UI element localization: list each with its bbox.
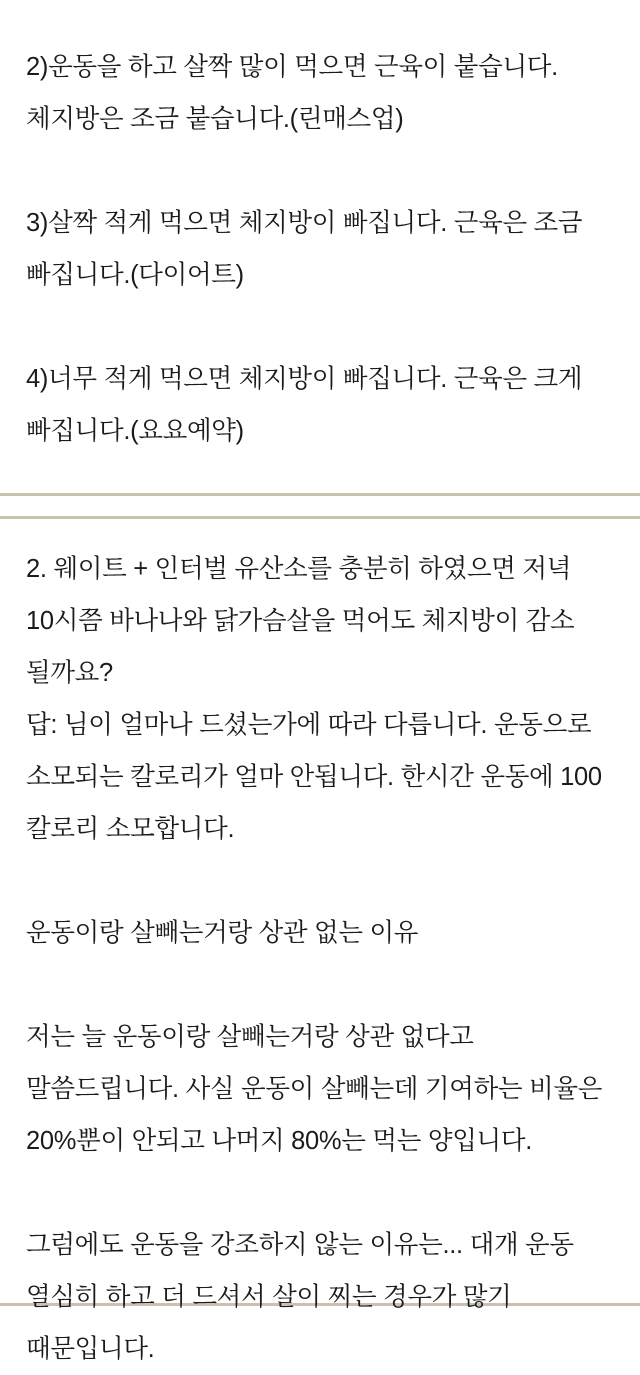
content-card-top <box>0 0 640 496</box>
content-card-bottom <box>0 516 640 1363</box>
paragraph-gap <box>26 855 614 907</box>
card-top-content <box>0 0 640 457</box>
paragraph-gap <box>26 1167 614 1219</box>
body-paragraph-2: 그럼에도 운동을 강조하지 않는 이유는... 대개 운동 열심히 하고 더 드셔서 살이 찌는 경우가 많기 때문입니다. <box>26 1231 574 1363</box>
answer-text: 답: 님이 얼마나 드셨는가에 따라 다릅니다. 운동으로 소모되는 칼로리가 얼마 안됩니다. 한시간 운동에 100 칼로리 소모합니다. <box>26 711 602 843</box>
paragraph-item-4: 4)너무 적게 먹으면 체지방이 빠집니다. 근육은 크게 빠집니다.(요요예약) <box>26 365 583 445</box>
paragraph-item-2: 2)운동을 하고 살짝 많이 먹으면 근육이 붙습니다. 체지방은 조금 붙습니다.(린매스업) <box>26 53 558 133</box>
paragraph-gap <box>26 959 614 1011</box>
paragraph-item-3: 3)살짝 적게 먹으면 체지방이 빠집니다. 근육은 조금 빠집니다.(다이어트) <box>26 209 583 289</box>
top-spacer <box>26 0 614 41</box>
top-spacer <box>26 519 614 543</box>
section-subheading: 운동이랑 살빼는거랑 상관 없는 이유 <box>26 919 419 947</box>
body-paragraph-1: 저는 늘 운동이랑 살빼는거랑 상관 없다고 말씀드립니다. 사실 운동이 살빼는데 기여하는 비율은 20%뿐이 안되고 나머지 80%는 먹는 양입니다. <box>26 1023 603 1155</box>
card-bottom-content <box>0 519 640 1375</box>
paragraph-gap <box>26 145 614 197</box>
paragraph-gap <box>26 301 614 353</box>
question-text: 2. 웨이트 + 인터벌 유산소를 충분히 하였으면 저녁 10시쯤 바나나와 닭가슴살을 먹어도 체지방이 감소 될까요? <box>26 555 575 687</box>
